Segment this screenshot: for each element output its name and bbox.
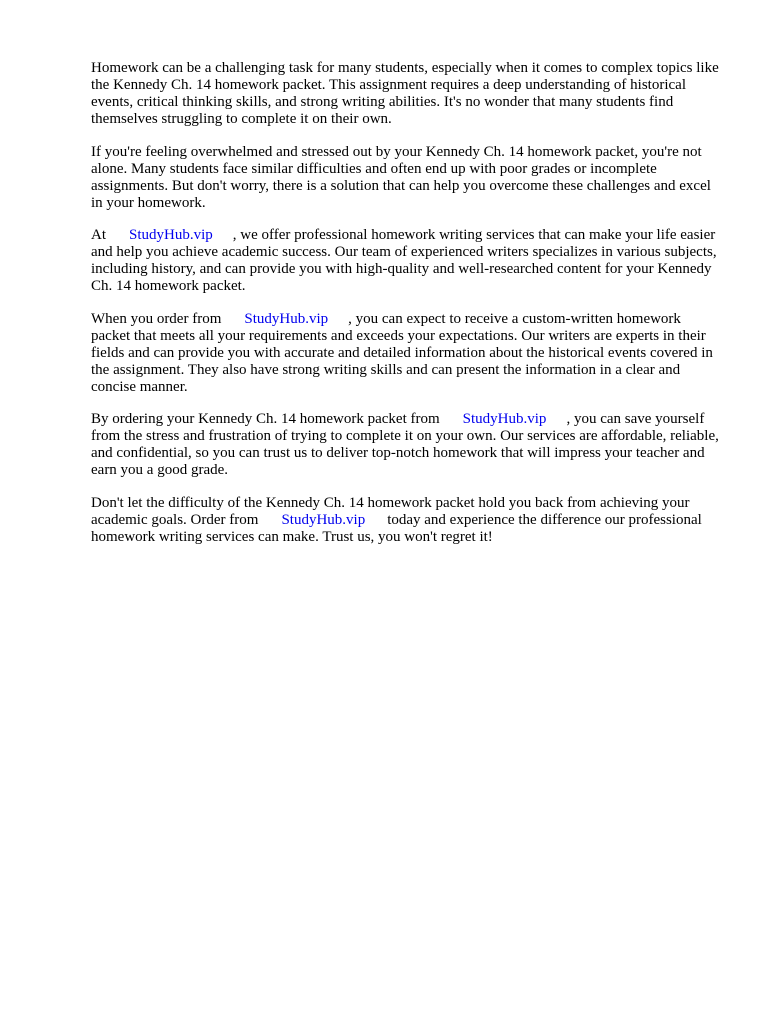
paragraph-text: Don't let the difficulty of the Kennedy Ch. 14 homework packet hold you back from achieving your academic goals. Order from xyxy=(91,494,690,528)
studyhub-link[interactable]: StudyHub.vip xyxy=(129,227,213,243)
paragraph-text: , you can save yourself from the stress and frustration of trying to complete it on your own. Our services are affordable, reliable, and confidential, so you can trust us to deliver top-notch homework that will impress your teacher and earn you a good grade. xyxy=(91,411,719,478)
paragraph-text: Homework can be a challenging task for many students, especially when it comes to complex topics like the Kennedy Ch. 14 homework packet. This assignment requires a deep understanding of historical events, critical thinking skills, and strong writing abilities. It's no wonder that many students find themselves struggling to complete it on their own. xyxy=(91,60,719,127)
paragraph-text: When you order from xyxy=(91,310,222,327)
paragraph-benefits xyxy=(91,411,723,479)
paragraph-text: At xyxy=(91,227,106,243)
paragraph-text: By ordering your Kennedy Ch. 14 homework packet from xyxy=(91,411,440,427)
paragraph-text: If you're feeling overwhelmed and stressed out by your Kennedy Ch. 14 homework packet, you're not alone. Many students face similar difficulties and often end up with poor grades or incomplete assignments. But don't worry, there is a solution that can help you overcome these challenges and excel in your homework. xyxy=(91,143,711,211)
paragraph-overwhelmed xyxy=(91,144,723,212)
paragraph-text: today and experience the difference our professional homework writing services can make. Trust us, you won't regret it! xyxy=(91,511,702,545)
document-body xyxy=(91,60,723,561)
studyhub-link[interactable]: StudyHub.vip xyxy=(244,310,329,327)
paragraph-order xyxy=(91,311,723,396)
paragraph-services xyxy=(91,227,723,295)
studyhub-link[interactable]: StudyHub.vip xyxy=(281,511,366,528)
studyhub-link[interactable]: StudyHub.vip xyxy=(462,411,547,427)
paragraph-intro xyxy=(91,60,723,128)
paragraph-text: , you can expect to receive a custom-written homework packet that meets all your requirements and exceeds your expectations. Our writers are experts in their fields and can provide you with accurate and detailed information about the historical events covered in the assignment. They also have strong writing skills and can present the information in a clear and concise manner. xyxy=(91,310,713,395)
paragraph-closing xyxy=(91,495,723,546)
paragraph-text: , we offer professional homework writing services that can make your life easier and help you achieve academic success. Our team of experienced writers specializes in various subjects, including history, and can provide you with high-quality and well-researched content for your Kennedy Ch. 14 homework packet. xyxy=(91,227,717,294)
